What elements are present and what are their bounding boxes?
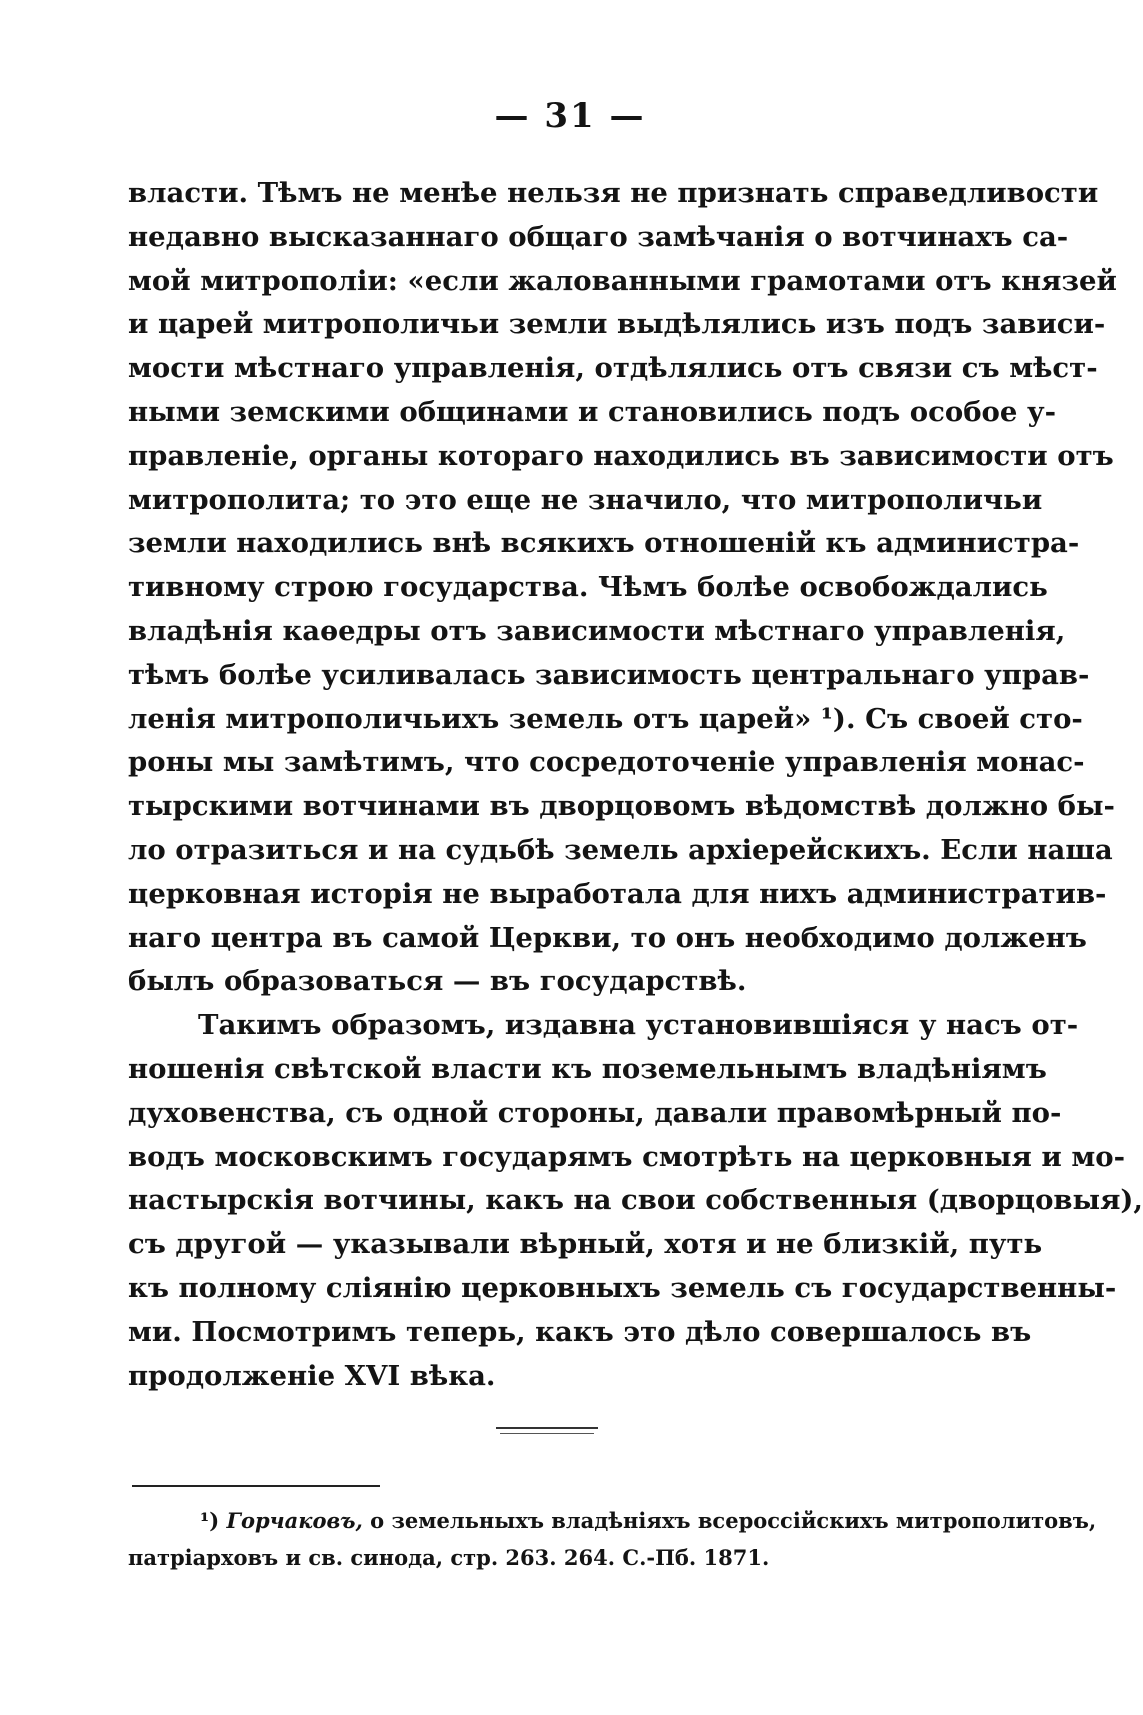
text-line: роны мы замѣтимъ, что сосредоточеніе управленія монас- — [128, 746, 1085, 779]
text-line: водъ московскимъ государямъ смотрѣть на церковныя и мо- — [128, 1140, 1126, 1173]
text-line: и царей митрополичьи земли выдѣлялись изъ подъ зависи- — [128, 308, 1106, 341]
text-line: ношенія свѣтской власти къ поземельнымъ владѣніямъ — [128, 1052, 1047, 1085]
text-line: мости мѣстнаго управленія, отдѣлялись отъ связи съ мѣст- — [128, 352, 1098, 385]
text-line: ными земскими общинами и становились подъ особое у- — [128, 395, 1056, 428]
text-line: продолженіе XVI вѣка. — [128, 1359, 496, 1392]
text-line: мой митрополіи: «если жалованными грамотами отъ князей — [128, 264, 1117, 297]
text-line: ленія митрополичьихъ земель отъ царей» ¹). Съ своей сто- — [128, 702, 1083, 735]
text-line: ло отразиться и на судьбѣ земель архіерейскихъ. Если наша — [128, 833, 1113, 866]
text-line: церковная исторія не выработала для нихъ административ- — [128, 877, 1107, 910]
footnote-author: Горчаковъ, — [226, 1508, 363, 1533]
text-line: наго центра въ самой Церкви, то онъ необходимо долженъ — [128, 921, 1087, 954]
text-line: ми. Посмотримъ теперь, какъ это дѣло совершалось въ — [128, 1315, 1032, 1348]
text-line: духовенства, съ одной стороны, давали правомѣрный по- — [128, 1096, 1062, 1129]
text-line: власти. Тѣмъ не менѣе нельзя не признать справедливости — [128, 177, 1099, 209]
text-line: былъ образоваться — въ государствѣ. — [128, 965, 747, 998]
section-separator — [496, 1427, 598, 1429]
text-line: настырскія вотчины, какъ на свои собственныя (дворцовыя), — [128, 1184, 1143, 1217]
text-line: митрополита; то это еще не значило, что митрополичьи — [128, 483, 1043, 516]
text-line: недавно высказаннаго общаго замѣчанія о вотчинахъ са- — [128, 220, 1069, 253]
body-text — [128, 172, 1143, 1398]
footnote-text: о земельныхъ владѣніяхъ всероссійскихъ митрополитовъ, — [370, 1508, 1097, 1533]
footnote-line: патріарховъ и св. синода, стр. 263. 264. С.-Пб. 1871. — [128, 1545, 770, 1570]
text-line: владѣнія каѳедры отъ зависимости мѣстнаго управленія, — [128, 614, 1066, 647]
text-line: тивному строю государства. Чѣмъ болѣе освобождались — [128, 571, 1048, 604]
text-line: къ полному слiянію церковныхъ земель съ государственны- — [128, 1271, 1117, 1304]
text-line: съ другой — указывали вѣрный, хотя и не близкій, путь — [128, 1228, 1043, 1261]
footnote-marker: ¹) — [200, 1508, 220, 1533]
footnote-rule — [132, 1485, 380, 1487]
text-line: правленіе, органы котораго находились въ зависимости отъ — [128, 439, 1114, 472]
text-line: земли находились внѣ всякихъ отношеній къ администра- — [128, 527, 1080, 560]
page-number: — 31 — — [494, 96, 646, 136]
section-separator — [500, 1433, 594, 1434]
footnote-line — [128, 1502, 1097, 1539]
text-line: тѣмъ болѣе усиливалась зависимость центральнаго управ- — [128, 658, 1090, 691]
footnotes — [128, 1502, 1097, 1576]
text-line: тырскими вотчинами въ дворцовомъ вѣдомствѣ должно бы- — [128, 790, 1115, 823]
text-line: Такимъ образомъ, издавна установившіяся у насъ от- — [198, 1009, 1079, 1042]
